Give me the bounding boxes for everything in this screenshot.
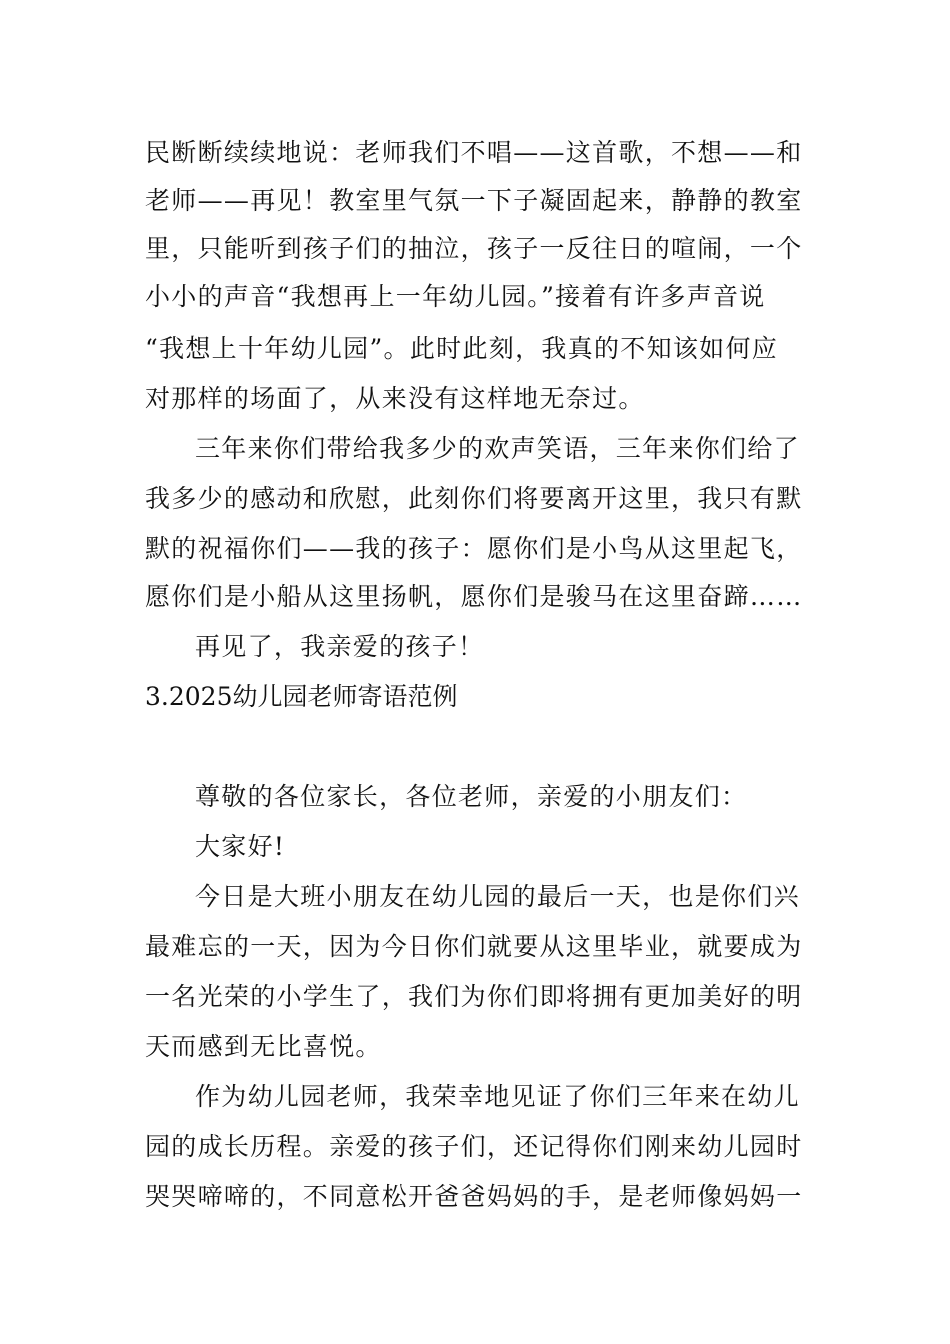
paragraph-line: 愿你们是小船从这里扬帆，愿你们是骏马在这里奋蹄…… — [145, 582, 803, 611]
paragraph-line: 哭哭啼啼的，不同意松开爸爸妈妈的手，是老师像妈妈一 — [145, 1182, 803, 1211]
section-heading: 3.2025幼儿园老师寄语范例 — [145, 682, 458, 711]
paragraph-line: 天而感到无比喜悦。 — [145, 1032, 382, 1061]
paragraph-line: 园的成长历程。亲爱的孩子们，还记得你们刚来幼儿园时 — [145, 1132, 803, 1161]
paragraph-line: 再见了，我亲爱的孩子！ — [195, 632, 485, 661]
paragraph-line: 小小的声音“我想再上一年幼儿园。”接着有许多声音说 — [145, 282, 766, 311]
hello-line: 大家好! — [195, 832, 286, 861]
paragraph-line: 默的祝福你们——我的孩子：愿你们是小鸟从这里起飞， — [145, 534, 803, 563]
paragraph-line: 今日是大班小朋友在幼儿园的最后一天，也是你们兴 — [195, 882, 800, 911]
paragraph-line: 里，只能听到孩子们的抽泣，孩子一反往日的喧闹，一个 — [145, 234, 803, 263]
greeting-line: 尊敬的各位家长，各位老师，亲爱的小朋友们： — [195, 782, 748, 811]
paragraph-line: 对那样的场面了，从来没有这样地无奈过。 — [145, 384, 645, 413]
paragraph-line: 民断断续续地说：老师我们不唱——这首歌，不想——和 — [145, 138, 803, 167]
paragraph-line: 一名光荣的小学生了，我们为你们即将拥有更加美好的明 — [145, 982, 803, 1011]
paragraph-line: “我想上十年幼儿园”。此时此刻，我真的不知该如何应 — [145, 334, 779, 363]
paragraph-line: 老师——再见！教室里气氛一下子凝固起来，静静的教室 — [145, 186, 803, 215]
paragraph-line: 最难忘的一天，因为今日你们就要从这里毕业，就要成为 — [145, 932, 803, 961]
paragraph-line: 作为幼儿园老师，我荣幸地见证了你们三年来在幼儿 — [195, 1082, 800, 1111]
paragraph-line: 三年来你们带给我多少的欢声笑语，三年来你们给了 — [195, 434, 800, 463]
paragraph-line: 我多少的感动和欣慰，此刻你们将要离开这里，我只有默 — [145, 484, 803, 513]
